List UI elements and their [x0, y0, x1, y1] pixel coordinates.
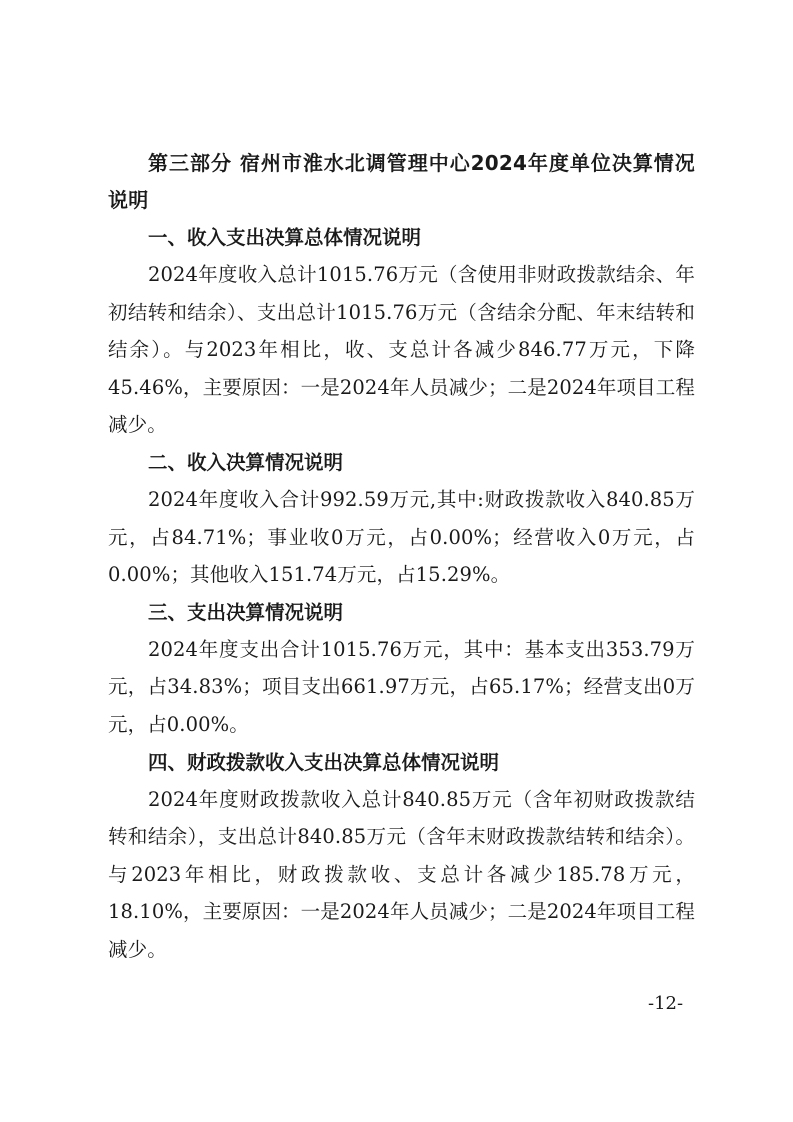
section-heading-4: 四、财政拨款收入支出决算总体情况说明 — [148, 750, 500, 774]
section-heading-1: 一、收入支出决算总体情况说明 — [148, 226, 422, 249]
section-paragraph-2: 2024年度收入合计992.59万元,其中:财政拨款收入840.85万元，占84.71%；事业收0万元，占0.00%；经营收入0万元，占0.00%；其他收入151.74万元，占15.29%。 — [108, 487, 695, 587]
section-heading-3: 三、支出决算情况说明 — [148, 600, 344, 624]
document-title: 第三部分 宿州市淮水北调管理中心2024年度单位决算情况说明 — [108, 151, 695, 212]
section-heading-2: 二、收入决算情况说明 — [148, 450, 344, 474]
document-body — [108, 145, 695, 969]
section-paragraph-4: 2024年度财政拨款收入总计840.85万元（含年初财政拨款结转和结余），支出总计840.85万元（含年末财政拨款结转和结余）。与2023年相比，财政拨款收、支总计各减少185.78万元，18.10%，主要原因：一是2024年人员减少；二是2024年项目工程减少。 — [108, 787, 695, 961]
section-paragraph-3: 2024年度支出合计1015.76万元，其中：基本支出353.79万元，占34.83%；项目支出661.97万元，占65.17%；经营支出0万元，占0.00%。 — [108, 637, 695, 736]
page-number: -12- — [648, 993, 684, 1014]
section-paragraph-1: 2024年度收入总计1015.76万元（含使用非财政拨款结余、年初结转和结余）、支出总计1015.76万元（含结余分配、年末结转和结余）。与2023年相比，收、支总计各减少846.77万元，下降45.46%，主要原因：一是2024年人员减少；二是2024年项目工程减少。 — [108, 263, 695, 437]
